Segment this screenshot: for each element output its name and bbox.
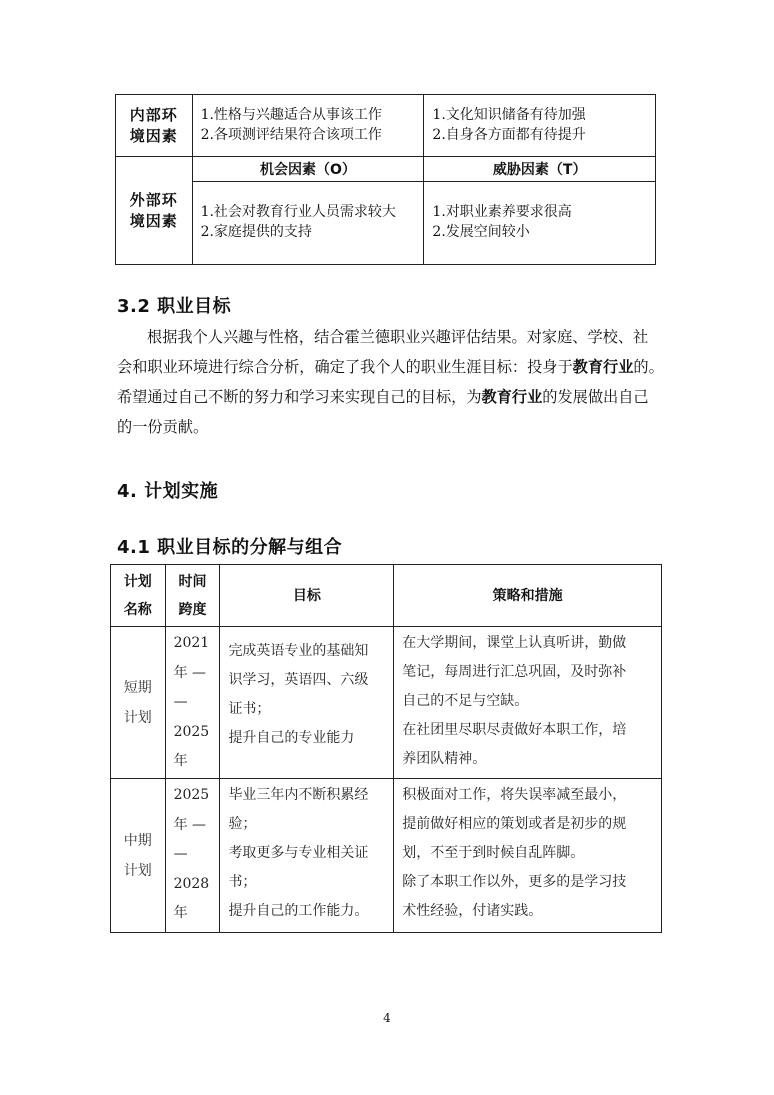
paragraph-line: 希望通过自己不断的努力和学习来实现自己的目标，为教育行业的发展做出自己 [117,388,649,406]
threat-header: 威胁因素（T） [424,157,656,182]
page-number: 4 [383,1011,391,1025]
external-factors-content-row [116,182,656,265]
internal-factors-row [116,95,656,157]
header-plan-name: 计划 名称 [111,565,166,627]
plan-name-cell: 中期 计划 [111,779,166,933]
table-row [111,627,662,779]
opportunity-header: 机会因素（O） [192,157,424,182]
strategy-cell: 积极面对工作，将失误率减至最小， 提前做好相应的策划或者是初步的规 划，不至于到时候自乱阵脚。 除了本职工作以外，更多的是学习技 术性经验，付诸实践。 [394,779,662,933]
plan-name-cell: 短期 计划 [111,627,166,779]
threats-cell: 1.对职业素养要求很高 2.发展空间较小 [424,182,656,265]
swot-table [115,94,656,265]
paragraph-line: 会和职业环境进行综合分析，确定了我个人的职业生涯目标：投身于教育行业的。 [117,358,664,376]
time-span-cell: 2021 年 — — 2025 年 [165,627,220,779]
external-factors-label: 外部环 境因素 [116,157,193,265]
strategy-cell: 在大学期间，课堂上认真听讲，勤做 笔记，每周进行汇总巩固，及时弥补 自己的不足与空缺。 在社团里尽职尽责做好本职工作，培 养团队精神。 [394,627,662,779]
paragraph-line: 根据我个人兴趣与性格，结合霍兰德职业兴趣评估结果。对家庭、学校、社 [147,328,649,346]
section-3-2-heading: 3.2 职业目标 [117,296,232,317]
goal-cell: 毕业三年内不断积累经 验； 考取更多与专业相关证 书； 提升自己的工作能力。 [220,779,394,933]
time-span-cell: 2025 年 — — 2028 年 [165,779,220,933]
career-goal-paragraph [117,322,662,442]
strengths-cell: 1.性格与兴趣适合从事该工作 2.各项测评结果符合该项工作 [192,95,424,157]
plan-header-row [111,565,662,627]
section-4-heading: 4. 计划实施 [117,481,219,502]
plan-table [110,564,662,933]
external-factors-row [116,157,656,182]
header-time-span: 时间 跨度 [165,565,220,627]
emphasis-text: 教育行业 [572,358,634,376]
section-4-1-heading: 4.1 职业目标的分解与组合 [117,537,343,558]
internal-factors-label: 内部环 境因素 [116,95,193,157]
table-row [111,779,662,933]
header-goal: 目标 [220,565,394,627]
paragraph-line: 的一份贡献。 [117,418,209,436]
weaknesses-cell: 1.文化知识储备有待加强 2.自身各方面都有待提升 [424,95,656,157]
emphasis-text: 教育行业 [481,388,543,406]
goal-cell: 完成英语专业的基础知 识学习，英语四、六级 证书； 提升自己的专业能力 [220,627,394,779]
opportunities-cell: 1.社会对教育行业人员需求较大 2.家庭提供的支持 [192,182,424,265]
header-strategy: 策略和措施 [394,565,662,627]
